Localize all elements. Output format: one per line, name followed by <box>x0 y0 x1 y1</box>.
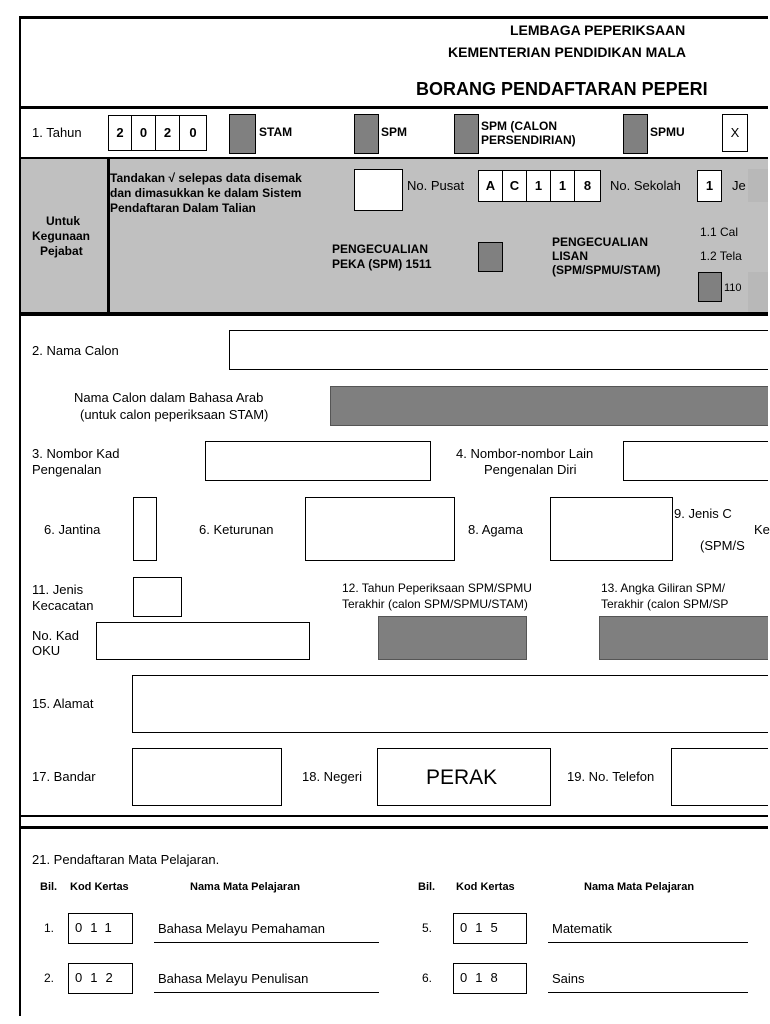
header-divider <box>19 106 768 109</box>
nama-calon-label: 2. Nama Calon <box>32 343 119 358</box>
office-label-3: Pejabat <box>40 244 83 258</box>
subject-bil: 2. <box>44 971 55 985</box>
side-tab-1 <box>748 169 768 202</box>
angka-giliran-input[interactable] <box>599 616 768 660</box>
spm-label: SPM <box>381 125 408 139</box>
office-note-3: Pendaftaran Dalam Talian <box>110 201 256 215</box>
org-line-1: LEMBAGA PEPERIKSAAN <box>510 22 686 38</box>
office-check-box[interactable] <box>354 169 403 211</box>
org-line-2: KEMENTERIAN PENDIDIKAN MALA <box>448 44 686 60</box>
peka-label-1: PENGECUALIAN <box>332 242 429 256</box>
lisan-label-3: (SPM/SPMU/STAM) <box>552 263 661 277</box>
tahun-digit-1[interactable]: 2 <box>108 115 132 151</box>
tahun-terakhir-label-2: Terakhir (calon SPM/SPMU/STAM) <box>342 597 528 611</box>
subject-name-underline <box>154 942 379 943</box>
lisan-110-code: 110 <box>724 282 742 294</box>
agama-input[interactable] <box>550 497 673 561</box>
spmu-label: SPMU <box>650 125 685 139</box>
keturunan-input[interactable] <box>305 497 455 561</box>
x-mark-box[interactable]: X <box>722 114 748 152</box>
col-nama-left: Nama Mata Pelajaran <box>190 881 301 893</box>
jenis-calon-label-2: Ke <box>754 522 770 537</box>
lisan-option-1-1: 1.1 Cal <box>700 225 739 239</box>
angka-giliran-label-1: 13. Angka Giliran SPM/ <box>601 581 726 595</box>
office-label-2: Kegunaan <box>32 229 91 243</box>
lain-label-1: 4. Nombor-nombor Lain <box>456 446 594 461</box>
lisan-110-checkbox[interactable] <box>698 272 722 302</box>
keturunan-label: 6. Keturunan <box>199 522 274 537</box>
kecacatan-label-1: 11. Jenis <box>32 582 84 597</box>
kecacatan-input[interactable] <box>133 577 182 617</box>
side-tab-2 <box>748 272 768 312</box>
alamat-label: 15. Alamat <box>32 696 94 711</box>
tahun-digit-3[interactable]: 2 <box>155 115 180 151</box>
office-note-2: dan dimasukkan ke dalam Sistem <box>110 186 302 200</box>
kad-label-2: Pengenalan <box>32 462 102 477</box>
tahun-digit-4[interactable]: 0 <box>179 115 207 151</box>
bandar-label: 17. Bandar <box>32 769 96 784</box>
fields-divider-bottom <box>19 826 768 829</box>
subject-name: Bahasa Melayu Pemahaman <box>158 921 325 936</box>
subject-bil: 6. <box>422 971 433 985</box>
subject-name-underline <box>154 992 379 993</box>
nama-arab-input[interactable] <box>330 386 768 426</box>
subject-bil: 1. <box>44 921 55 935</box>
negeri-label: 18. Negeri <box>302 769 362 784</box>
nama-arab-label-1: Nama Calon dalam Bahasa Arab <box>74 390 264 405</box>
lain-input[interactable] <box>623 441 768 481</box>
tahun-terakhir-input[interactable] <box>378 616 527 660</box>
col-bil-right: Bil. <box>418 881 436 893</box>
lisan-label-1: PENGECUALIAN <box>552 235 649 249</box>
lisan-label-2: LISAN <box>552 249 588 263</box>
negeri-value: PERAK <box>426 766 498 789</box>
jenis-calon-label-3: (SPM/S <box>700 538 745 553</box>
telefon-input[interactable] <box>671 748 768 806</box>
nama-calon-input[interactable] <box>229 330 768 370</box>
fields-divider-top <box>19 815 768 817</box>
no-pusat-char-1[interactable]: A <box>478 170 503 202</box>
subjects-title: 21. Pendaftaran Mata Pelajaran. <box>32 852 220 867</box>
alamat-input[interactable] <box>132 675 768 733</box>
peka-label-2: PEKA (SPM) 1511 <box>332 257 432 271</box>
no-sekolah-digit[interactable]: 1 <box>697 170 722 202</box>
je-label: Je <box>732 178 746 193</box>
nama-arab-label-2: (untuk calon peperiksaan STAM) <box>80 407 269 422</box>
jantina-input[interactable] <box>133 497 157 561</box>
spm-calon-label-1: SPM (CALON <box>481 119 557 133</box>
no-pusat-char-4[interactable]: 1 <box>550 170 575 202</box>
subject-kod-input[interactable]: 012 <box>68 963 133 994</box>
office-note-1: Tandakan √ selepas data disemak <box>110 171 302 185</box>
oku-input[interactable] <box>96 622 310 660</box>
angka-giliran-label-2: Terakhir (calon SPM/SP <box>601 597 729 611</box>
subject-name: Bahasa Melayu Penulisan <box>158 971 309 986</box>
lain-label-2: Pengenalan Diri <box>484 462 577 477</box>
telefon-label: 19. No. Telefon <box>567 769 655 784</box>
office-label-1: Untuk <box>46 214 80 228</box>
no-pusat-char-2[interactable]: C <box>502 170 527 202</box>
spmu-checkbox[interactable] <box>623 114 648 154</box>
subject-kod-input[interactable]: 018 <box>453 963 527 994</box>
jantina-label: 6. Jantina <box>44 522 101 537</box>
spm-calon-label-2: PERSENDIRIAN) <box>481 133 576 147</box>
kad-label-1: 3. Nombor Kad <box>32 446 120 461</box>
peka-checkbox[interactable] <box>478 242 503 272</box>
no-pusat-label: No. Pusat <box>407 178 465 193</box>
subject-name-underline <box>548 992 748 993</box>
office-divider <box>19 312 768 316</box>
stam-label: STAM <box>259 125 293 139</box>
tahun-label: 1. Tahun <box>32 125 82 140</box>
subject-kod-input[interactable]: 015 <box>453 913 527 944</box>
tahun-terakhir-label-1: 12. Tahun Peperiksaan SPM/SPMU <box>342 581 532 595</box>
oku-label-1: No. Kad <box>32 628 79 643</box>
col-kod-left: Kod Kertas <box>70 881 129 893</box>
agama-label: 8. Agama <box>468 522 523 537</box>
subject-bil: 5. <box>422 921 433 935</box>
no-pusat-char-3[interactable]: 1 <box>526 170 551 202</box>
spm-checkbox[interactable] <box>354 114 379 154</box>
col-bil-left: Bil. <box>40 881 58 893</box>
col-kod-right: Kod Kertas <box>456 881 515 893</box>
subject-name-underline <box>548 942 748 943</box>
subject-kod-input[interactable]: 011 <box>68 913 133 944</box>
spm-calon-checkbox[interactable] <box>454 114 479 154</box>
tahun-digit-2[interactable]: 0 <box>131 115 156 151</box>
bandar-input[interactable] <box>132 748 282 806</box>
jenis-calon-label-1: 9. Jenis C <box>674 506 732 521</box>
col-nama-right: Nama Mata Pelajaran <box>584 881 695 893</box>
stam-checkbox[interactable] <box>229 114 256 154</box>
oku-label-2: OKU <box>32 643 61 658</box>
no-pusat-char-5[interactable]: 8 <box>574 170 601 202</box>
subject-name: Matematik <box>552 921 612 936</box>
kecacatan-label-2: Kecacatan <box>32 598 94 613</box>
kad-input[interactable] <box>205 441 431 481</box>
form-top-border <box>19 16 768 19</box>
no-sekolah-label: No. Sekolah <box>610 178 681 193</box>
subject-name: Sains <box>552 971 585 986</box>
lisan-option-1-2: 1.2 Tela <box>700 249 742 263</box>
form-title: BORANG PENDAFTARAN PEPERI <box>416 79 708 99</box>
